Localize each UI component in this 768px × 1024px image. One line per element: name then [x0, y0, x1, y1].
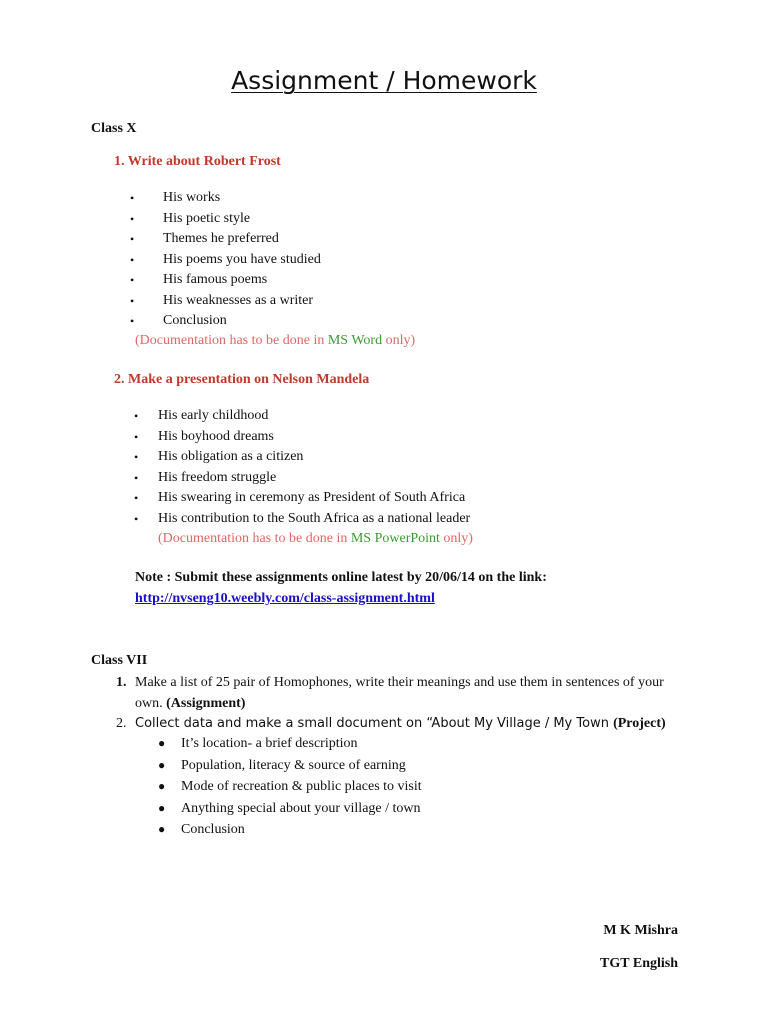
bullet-icon: • [130, 232, 135, 246]
list-item-text: His famous poems [163, 272, 268, 287]
bullet-icon: • [134, 450, 139, 464]
list-item-text: Conclusion [163, 313, 227, 328]
doc-note-tool: MS PowerPoint [350, 531, 440, 546]
signature-name: M K Mishra [603, 923, 678, 938]
class-x-heading: Class X [91, 121, 137, 136]
section-2-title: Make a presentation on Nelson Mandela [128, 372, 370, 387]
class-vii-heading: Class VII [91, 653, 148, 668]
list-item-text: His poetic style [163, 210, 251, 226]
signature-designation: TGT English [600, 956, 678, 971]
doc-note-prefix: (Documentation has to be done in [135, 333, 328, 348]
bullet-icon: • [130, 191, 135, 205]
list-item-text: Themes he preferred [163, 231, 279, 246]
item-2-text [135, 713, 675, 734]
bullet-icon: ● [158, 779, 166, 793]
item-2-tag: (Project) [613, 716, 666, 731]
bullet-icon: • [134, 429, 139, 444]
word-documentation-note [135, 333, 415, 349]
bullet-icon: • [130, 252, 135, 267]
bullet-icon: • [130, 273, 135, 287]
list-item-text: His works [163, 190, 221, 205]
item-2-description: Collect data and make a small document on “About My Village / My Town [135, 716, 614, 731]
bullet-icon: ● [158, 800, 166, 815]
powerpoint-documentation-note [158, 531, 473, 547]
section-2-number: 2. [114, 372, 125, 387]
item-2-number: 2. [116, 716, 127, 731]
class-vii-item-1 [116, 672, 686, 716]
list-item-text: It’s location- a brief description [181, 736, 358, 751]
doc-note-suffix: only) [439, 531, 473, 546]
list-item-text: Anything special about your village / town [181, 800, 421, 816]
bullet-icon: • [130, 211, 135, 226]
list-item-text: His boyhood dreams [158, 428, 274, 444]
list-item-text: His poems you have studied [163, 251, 321, 267]
list-item-text: Population, literacy & source of earning [181, 757, 406, 773]
bullet-icon: ● [158, 757, 166, 772]
list-item-text: His contribution to the South Africa as a national leader [158, 510, 471, 526]
section-1-title: Write about Robert Frost [127, 154, 281, 169]
submission-link[interactable]: http://nvseng10.weebly.com/class-assignment.html [135, 591, 435, 606]
list-item-text: Conclusion [181, 822, 245, 837]
class-vii-item-2 [116, 713, 686, 735]
item-1-description: Make a list of 25 pair of Homophones, write their meanings and use them in sentences of your own. [135, 675, 664, 711]
list-item-text: His obligation as a citizen [158, 449, 304, 464]
item-1-tag: (Assignment) [166, 696, 246, 711]
section-1-heading [114, 154, 281, 170]
list-item-text: His early childhood [158, 408, 269, 423]
list-item-text: His weaknesses as a writer [163, 292, 314, 308]
bullet-icon: • [134, 409, 139, 423]
page-title: Assignment / Homework [231, 66, 537, 95]
bullet-icon: • [134, 511, 139, 526]
bullet-icon: ● [158, 736, 166, 750]
doc-note-tool: MS Word [327, 333, 383, 348]
bullet-icon: • [130, 314, 135, 328]
item-1-number: 1. [116, 675, 127, 690]
bullet-icon: ● [158, 822, 166, 836]
list-item-text: Mode of recreation & public places to visit [181, 779, 422, 794]
doc-note-suffix: only) [382, 333, 416, 348]
list-item-text: His swearing in ceremony as President of South Africa [158, 490, 466, 505]
section-1-number: 1. [114, 154, 125, 169]
bullet-icon: • [134, 470, 139, 485]
doc-note-prefix: (Documentation has to be done in [158, 531, 351, 546]
bullet-icon: • [130, 293, 135, 308]
submission-note: Note : Submit these assignments online latest by 20/06/14 on the link: [135, 570, 547, 585]
section-2-heading [114, 372, 369, 388]
item-1-text [135, 672, 675, 714]
bullet-icon: • [134, 491, 139, 505]
list-item-text: His freedom struggle [158, 469, 277, 485]
